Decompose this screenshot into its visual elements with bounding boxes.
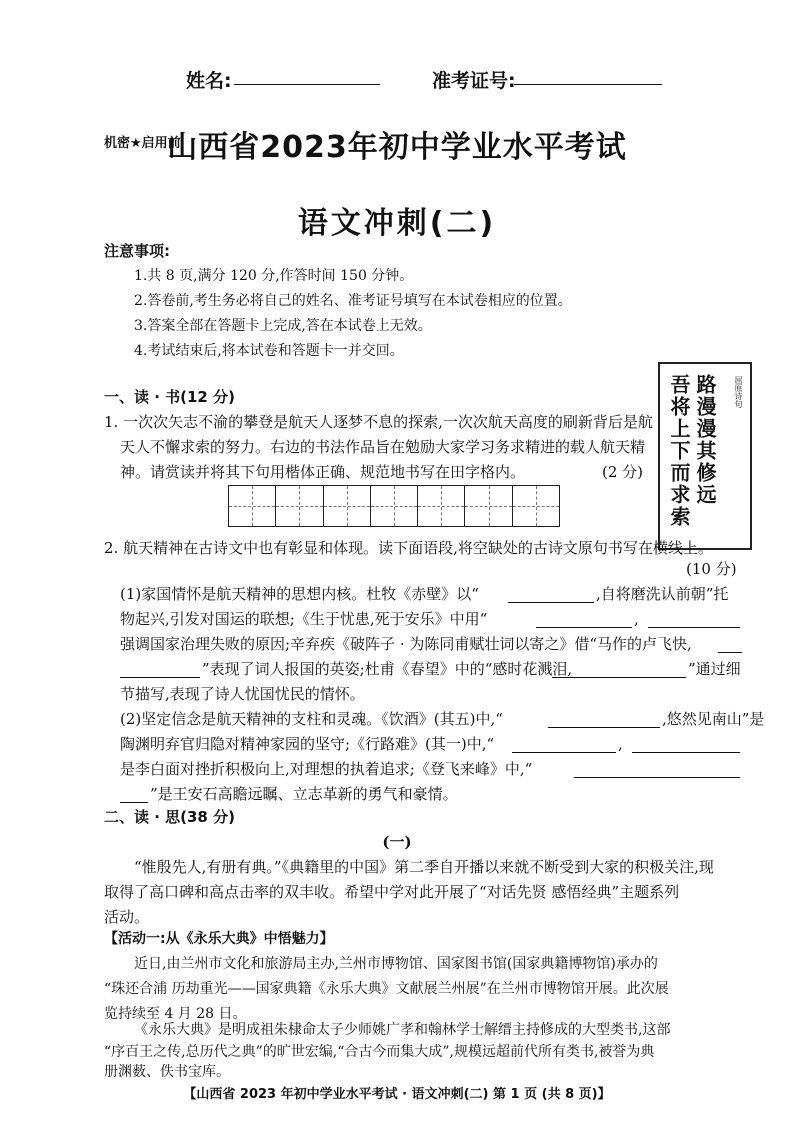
activity-title: 【活动一:从《永乐大典》中悟魅力】 <box>104 931 334 947</box>
calligraphy-line: 吾将上下而求索 <box>667 374 691 528</box>
answer-blank[interactable] <box>512 736 616 753</box>
grid-cell[interactable] <box>276 486 323 526</box>
name-field[interactable] <box>234 68 380 85</box>
section2-heading: 二、读 · 思(38 分) <box>104 808 235 826</box>
q2-text: ”是王安石高瞻远瞩、立志革新的勇气和豪情。 <box>150 785 458 803</box>
passage-text: 览持续至 4 月 28 日。 <box>104 1006 247 1022</box>
passage-text: 近日,由兰州市文化和旅游局主办,兰州市博物馆、国家图书馆(国家典籍博物馆)承办的 <box>134 956 658 972</box>
grid-cell[interactable] <box>324 486 371 526</box>
grid-cell[interactable] <box>465 486 512 526</box>
confidential-tag: 机密★启用前 <box>104 136 181 151</box>
passage-text: “序百王之传,总历代之典”的旷世宏编,“合古今而集大成”,规模远超前代所有类书,被誉为典 <box>104 1044 655 1060</box>
q2-text: , <box>618 735 623 753</box>
q2-text: ,悠然见南山”是 <box>662 710 765 728</box>
name-label: 姓名: <box>186 70 232 92</box>
answer-blank[interactable] <box>648 611 740 628</box>
q2-text: (1)家国情怀是航天精神的思想内核。杜牧《赤壁》以“ <box>120 585 479 603</box>
exam-id-field[interactable] <box>514 68 662 85</box>
grid-cell[interactable] <box>513 486 559 526</box>
part-heading: (一) <box>382 833 412 851</box>
answer-blank[interactable] <box>548 711 660 728</box>
q2-text: 物起兴,引发对国运的联想;《生于忧患,死于安乐》中用“ <box>120 610 488 628</box>
notice-item: 1.共 8 页,满分 120 分,作答时间 150 分钟。 <box>134 268 414 284</box>
exam-subtitle: 语文冲刺(二) <box>297 206 497 241</box>
q2-text: 陶渊明弃官归隐对精神家园的坚守;《行路难》(其一)中,“ <box>120 735 495 753</box>
notice-item: 4.考试结束后,将本试卷和答题卡一并交回。 <box>134 343 404 359</box>
q2-text: 强调国家治理失败的原因;辛弃疾《破阵子 · 为陈同甫赋壮词以寄之》借“马作的卢飞快, <box>120 635 692 653</box>
answer-blank[interactable] <box>718 636 742 653</box>
notice-item: 2.答卷前,考生务必将自己的姓名、准考证号填写在本试卷相应的位置。 <box>134 293 572 309</box>
q2-text: ”通过细 <box>688 660 741 678</box>
q2-text: , <box>634 610 639 628</box>
passage-text: 《永乐大典》是明成祖朱棣命太子少师姚广孝和翰林学士解缙主持修成的大型类书,这部 <box>134 1022 671 1038</box>
answer-blank[interactable] <box>536 611 632 628</box>
q2-text: ”表现了词人报国的英姿;杜甫《春望》中的“感时花溅泪, <box>202 660 573 678</box>
q1-text: 1. 一次次矢志不渝的攀登是航天人逐梦不息的探索,一次次航天高度的刷新背后是航 <box>104 413 653 431</box>
tianzige-writing-grid[interactable] <box>228 485 560 527</box>
passage-text: 取得了高口碑和高点击率的双丰收。希望中学对此开展了“对话先贤 感悟经典”主题系列 <box>104 883 680 901</box>
answer-blank[interactable] <box>574 761 740 778</box>
notice-heading: 注意事项: <box>104 242 170 260</box>
passage-text: 册渊薮、佚书宝库。 <box>104 1064 230 1080</box>
answer-blank[interactable] <box>120 786 148 803</box>
section1-heading: 一、读 · 书(12 分) <box>104 388 235 406</box>
exam-title: 山西省2023年初中学业水平考试 <box>167 130 627 165</box>
calligraphy-artwork <box>658 362 752 550</box>
q1-text: 神。请赏读并将其下句用楷体正确、规范地书写在田字格内。 <box>120 463 526 481</box>
calligraphy-line: 路漫漫其修远 <box>693 374 717 506</box>
notice-item: 3.答案全部在答题卡上完成,答在本试卷上无效。 <box>134 318 432 334</box>
q2-score: (10 分) <box>686 560 737 578</box>
q2-text: ,自将磨洗认前朝”托 <box>596 585 729 603</box>
grid-cell[interactable] <box>418 486 465 526</box>
q2-text: 是李白面对挫折积极向上,对理想的执着追求;《登飞来峰》中,“ <box>120 760 533 778</box>
grid-cell[interactable] <box>371 486 418 526</box>
passage-text: “惟殷先人,有册有典。”《典籍里的中国》第二季自开播以来就不断受到大家的积极关注,现 <box>134 858 714 876</box>
exam-id-label: 准考证号: <box>432 70 516 92</box>
passage-text: 活动。 <box>104 908 150 926</box>
q1-score: (2 分) <box>602 463 644 481</box>
q2-text: 节描写,表现了诗人忧国忧民的情怀。 <box>120 685 365 703</box>
q1-text: 天人不懈求索的努力。右边的书法作品旨在勉励大家学习务求精进的载人航天精 <box>120 438 646 456</box>
grid-cell[interactable] <box>229 486 276 526</box>
answer-blank[interactable] <box>508 586 594 603</box>
passage-text: “珠还合浦 历劫重光——国家典籍《永乐大典》文献展兰州展”在兰州市博物馆开展。此次展 <box>104 981 669 997</box>
q2-text: 2. 航天精神在古诗文中也有彰显和体现。读下面语段,将空缺处的古诗文原句书写在横线上。 <box>104 539 713 557</box>
answer-blank[interactable] <box>632 736 740 753</box>
q2-text: (2)坚定信念是航天精神的支柱和灵魂。《饮酒》(其五)中,“ <box>120 710 503 728</box>
answer-blank[interactable] <box>120 661 200 678</box>
answer-blank[interactable] <box>552 661 686 678</box>
calligraphy-inscription: 屈原诗句 <box>734 376 743 408</box>
page-footer: 【山西省 2023 年初中学业水平考试 · 语文冲刺(二) 第 1 页 (共 8 页)】 <box>183 1087 611 1102</box>
